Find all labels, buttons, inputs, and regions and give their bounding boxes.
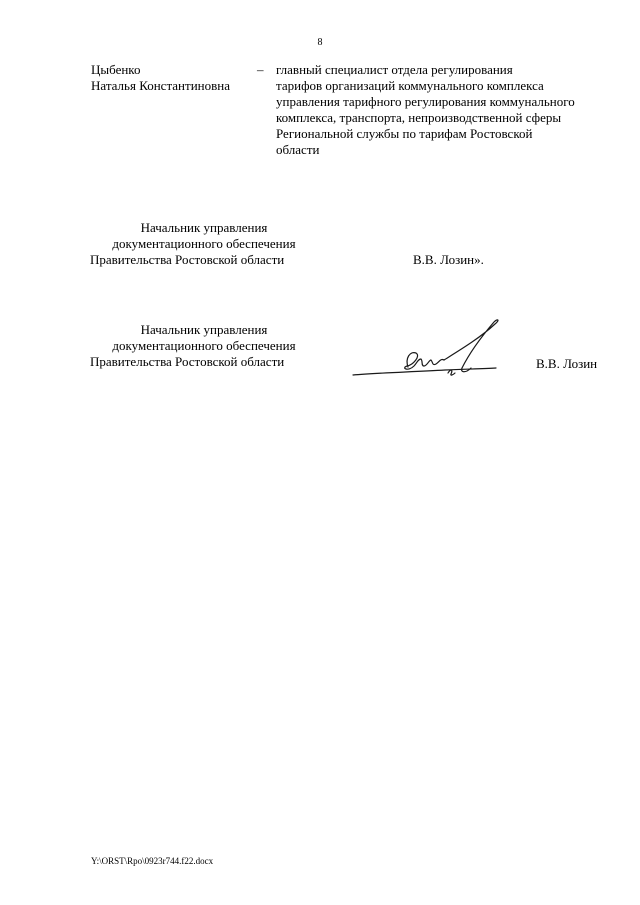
handwritten-signature-icon <box>350 318 500 382</box>
position-line: управления тарифного регулирования коммунального <box>276 94 575 109</box>
member-given-names: Наталья Константиновна <box>91 78 230 93</box>
position-line: главный специалист отдела регулирования <box>276 62 513 77</box>
position-line: области <box>276 142 320 157</box>
title-line: документационного обеспечения <box>112 338 296 353</box>
member-position <box>276 62 610 158</box>
position-line: тарифов организаций коммунального комплекса <box>276 78 544 93</box>
title-line: Начальник управления <box>140 322 268 337</box>
signature-block-1-signer: В.В. Лозин». <box>413 252 484 267</box>
title-line: Правительства Ростовской области <box>90 252 285 267</box>
signature-block-1-title <box>90 220 318 268</box>
page-number: 8 <box>317 37 323 48</box>
title-line: Правительства Ростовской области <box>90 354 285 369</box>
title-line: документационного обеспечения <box>112 236 296 251</box>
member-name <box>91 62 230 94</box>
signature-block-2-title <box>90 322 318 370</box>
member-dash: – <box>257 62 264 77</box>
file-path-footer: Y:\ORST\Rpo\0923r744.f22.docx <box>91 856 214 866</box>
member-surname: Цыбенко <box>91 62 141 77</box>
title-line: Начальник управления <box>140 220 268 235</box>
position-line: комплекса, транспорта, непроизводственной сферы <box>276 110 562 125</box>
signature-block-2-signer: В.В. Лозин <box>536 356 598 371</box>
position-line: Региональной службы по тарифам Ростовской <box>276 126 533 141</box>
